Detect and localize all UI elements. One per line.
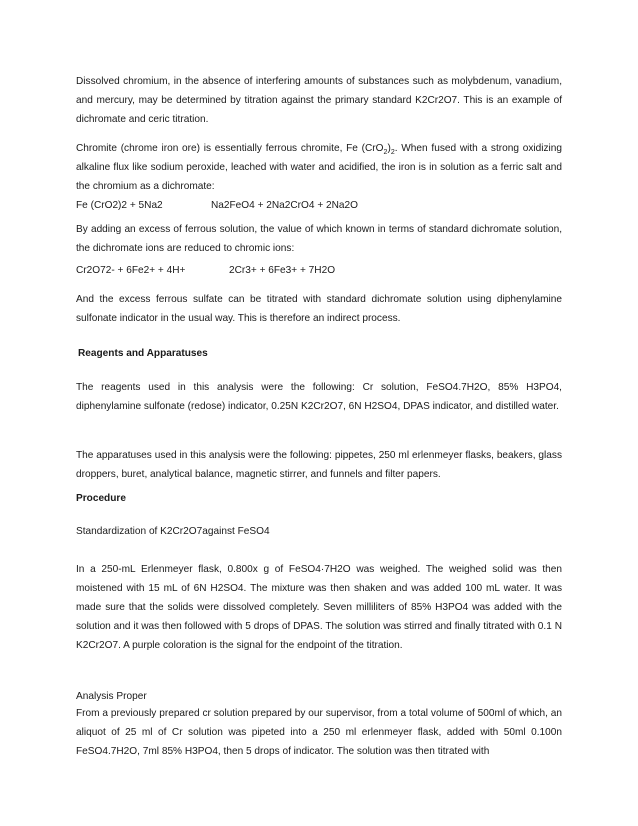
reagents-heading: Reagents and Apparatuses: [78, 348, 208, 359]
ferrous-excess-paragraph: By adding an excess of ferrous solution, the value of which known in terms of standard dichromate solution, the dichromate ions are reduced to chromic ions:: [76, 224, 562, 254]
reduction-equation-reactants: Cr2O72- + 6Fe2+ + 4H+: [76, 265, 186, 276]
reagents-paragraph: The reagents used in this analysis were the following: Cr solution, FeSO4.7H2O, 85% H3PO4, diphenylamine sulfonate (redose) indicator, 0.25N K2Cr2O7, 6N H2SO4, DPAS indicator, and distilled water.: [76, 382, 562, 412]
procedure-heading: Procedure: [76, 493, 126, 504]
reduction-equation: [76, 261, 562, 280]
chromite-sub-1: 2: [383, 149, 388, 157]
fusion-equation-products: Na2FeO4 + 2Na2CrO4 + 2Na2O: [211, 200, 358, 211]
chromite-paragraph: [76, 139, 562, 196]
reduction-equation-products: 2Cr3+ + 6Fe3+ + 7H2O: [229, 265, 336, 276]
analysis-paragraph: From a previously prepared cr solution prepared by our supervisor, from a total volume of 500ml of which, an aliquot of 25 ml of Cr solution was pipeted into a 250 ml erlenmeyer flask, added with 50ml 0.100n FeSO4.7H2O, 7ml 85% H3PO4, then 5 drops of indicator. The solution was then titrated with: [76, 708, 562, 757]
standardization-heading: Standardization of K2Cr2O7against FeSO4: [76, 526, 270, 537]
intro-paragraph: Dissolved chromium, in the absence of interfering amounts of substances such as molybdenum, vanadium, and mercury, may be determined by titration against the primary standard K2Cr2O7. This is an example of dichromate and ceric titration.: [76, 76, 562, 125]
chromite-text-b: . When fused with a strong oxidizing alkaline flux like sodium peroxide, leached with water and acidified, the iron is in solution as a ferric salt and the chromium as a dichromate:: [76, 143, 563, 192]
chromite-text-a: Chromite (chrome iron ore) is essentially ferrous chromite, Fe (CrO: [76, 143, 384, 154]
standardization-paragraph: In a 250-mL Erlenmeyer flask, 0.800x g of FeSO4·7H2O was weighed. The weighed solid was then moistened with 15 mL of 6N H2SO4. The mixture was then shaken and was added 100 mL water. It was made sure that the solids were dissolved completely. Seven milliliters of 85% H3PO4 was added with the solution and it was then followed with 5 drops of DPAS. The solution was stirred and finally titrated with 0.1 N K2Cr2O7. A purple coloration is the signal for the endpoint of the titration.: [76, 564, 562, 651]
back-titration-paragraph: And the excess ferrous sulfate can be titrated with standard dichromate solution using diphenylamine sulfonate indicator in the usual way. This is therefore an indirect process.: [76, 294, 562, 324]
analysis-heading: Analysis Proper: [76, 691, 147, 702]
fusion-equation: [76, 196, 562, 215]
chromite-text-a2: ): [387, 143, 391, 154]
apparatus-paragraph: The apparatuses used in this analysis were the following: pippetes, 250 ml erlenmeyer flasks, beakers, glass droppers, buret, analytical balance, magnetic stirrer, and funnels and filter papers.: [76, 450, 562, 480]
chromite-sub-2: 2: [390, 149, 395, 157]
fusion-equation-reactants: Fe (CrO2)2 + 5Na2: [76, 200, 163, 211]
